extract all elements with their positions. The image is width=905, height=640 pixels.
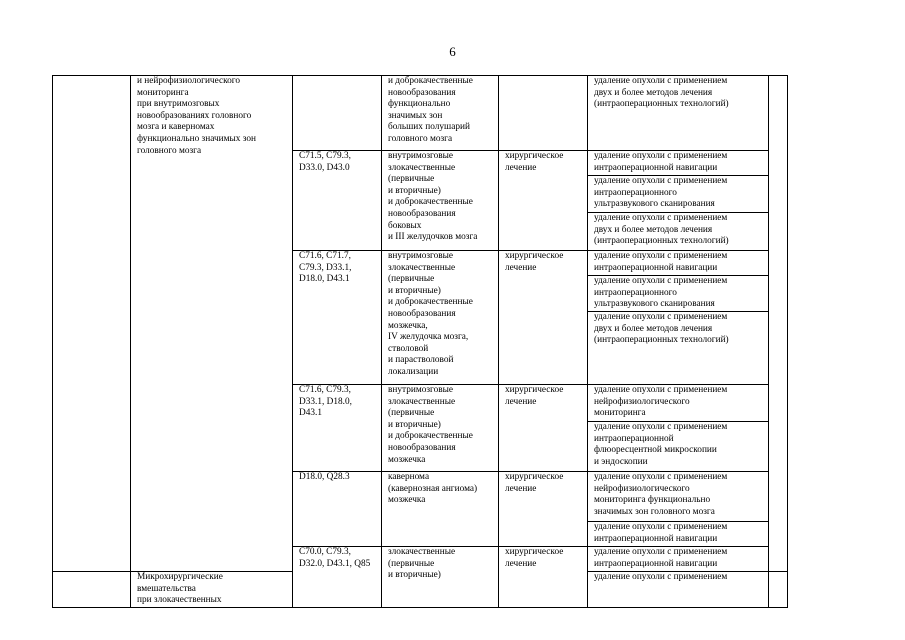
page-number: 6 xyxy=(449,44,456,59)
index-cell xyxy=(53,76,131,572)
diagnosis-cell: внутримозговые злокачественные (первичные и вторичные) и доброкачественные новообразования мозжечка, IV желудочка мозга, стволовой и парастволовой локализации xyxy=(382,251,499,385)
diagnosis-cell: внутримозговые злокачественные (первичные и вторичные) и доброкачественные новообразования боковых и III желудочков мозга xyxy=(382,151,499,251)
treatment-type-cell xyxy=(499,76,588,151)
method-cell: удаление опухоли с применением интраоперационного ультразвукового сканирования xyxy=(588,176,769,213)
method-cell: удаление опухоли с применением интраоперационной навигации xyxy=(588,547,769,572)
treatment-type-cell: хирургическое лечение xyxy=(499,385,588,472)
code-cell: C70.0, C79.3, D32.0, D43.1, Q85 xyxy=(293,547,382,608)
diagnosis-cell: каверномa (кавернозная ангиома) мозжечка xyxy=(382,472,499,547)
treatment-type-cell: хирургическое лечение xyxy=(499,151,588,251)
treatment-type-cell: хирургическое лечение xyxy=(499,472,588,547)
diagnosis-cell: злокачественные (первичные и вторичные) xyxy=(382,547,499,608)
method-cell: удаление опухоли с применением интраоперационной навигации xyxy=(588,251,769,276)
treatment-type-cell: хирургическое лечение xyxy=(499,251,588,385)
method-cell: удаление опухоли с применением интраоперационного ультразвукового сканирования xyxy=(588,276,769,312)
code-cell: D18.0, Q28.3 xyxy=(293,472,382,547)
code-cell xyxy=(293,76,382,151)
method-cell: удаление опухоли с применением xyxy=(588,572,769,608)
code-cell: C71.6, C71.7, C79.3, D33.1, D18.0, D43.1 xyxy=(293,251,382,385)
method-cell: удаление опухоли с применением двух и более методов лечения (интраоперационных технологий) xyxy=(588,213,769,251)
method-cell: удаление опухоли с применением нейрофизиологического мониторинга xyxy=(588,385,769,422)
diagnosis-cell: внутримозговые злокачественные (первичные и вторичные) и доброкачественные новообразования мозжечка xyxy=(382,385,499,472)
index-cell xyxy=(53,572,131,608)
code-cell: C71.6, C79.3, D33.1, D18.0, D43.1 xyxy=(293,385,382,472)
intervention-name-cell: и нейрофизиологического мониторинга при внутримозговых новообразованиях головного мозга и каверномах функционально значимых зон головного мозга xyxy=(131,76,293,572)
diagnosis-cell: и доброкачественные новообразования функционально значимых зон больших полушарий головного мозга xyxy=(382,76,499,151)
method-cell: удаление опухоли с применением нейрофизиологического мониторинга функционально значимых зон головного мозга xyxy=(588,472,769,522)
table-row xyxy=(53,76,788,151)
method-cell: удаление опухоли с применением двух и более методов лечения (интраоперационных технологий) xyxy=(588,312,769,385)
extra-cell xyxy=(769,572,788,608)
intervention-name-cell: Микрохирургические вмешательства при злокачественных xyxy=(131,572,293,608)
treatment-type-cell: хирургическое лечение xyxy=(499,547,588,608)
treatment-table xyxy=(52,75,788,608)
method-cell: удаление опухоли с применением интраоперационной флюоресцентной микроскопии и эндоскопии xyxy=(588,422,769,472)
extra-cell xyxy=(769,76,788,572)
code-cell: C71.5, C79.3, D33.0, D43.0 xyxy=(293,151,382,251)
method-cell: удаление опухоли с применением двух и более методов лечения (интраоперационных технологий) xyxy=(588,76,769,151)
method-cell: удаление опухоли с применением интраоперационной навигации xyxy=(588,522,769,547)
method-cell: удаление опухоли с применением интраоперационной навигации xyxy=(588,151,769,176)
